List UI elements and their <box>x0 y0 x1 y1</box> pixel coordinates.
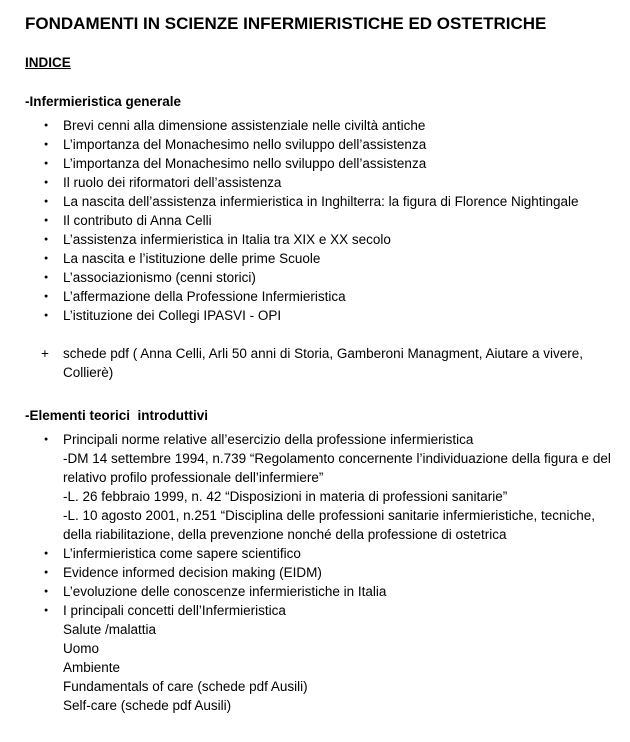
list-item-body <box>63 249 617 268</box>
list-item-body <box>63 430 617 544</box>
list-item-body <box>63 601 617 715</box>
list-item-text: L’evoluzione delle conoscenze infermieristiche in Italia <box>63 584 387 599</box>
list-item-body <box>63 192 617 211</box>
list-item-text: L’associazionismo (cenni storici) <box>63 270 256 285</box>
list-item <box>25 154 617 173</box>
bullet-marker-icon: ● <box>44 293 49 300</box>
list-item <box>25 116 617 135</box>
list-item-text: Principali norme relative all’esercizio della professione infermieristica <box>63 432 474 447</box>
bullet-marker-icon: ● <box>44 312 49 319</box>
bullet-marker-icon: ● <box>44 569 49 576</box>
bullet-marker-icon: ● <box>44 141 49 148</box>
bullet-marker-icon: ● <box>44 179 49 186</box>
list-item-text: L’affermazione della Professione Infermieristica <box>63 289 346 304</box>
list-item <box>25 249 617 268</box>
bullet-marker-icon: ● <box>44 436 49 443</box>
list-item-text: L’istituzione dei Collegi IPASVI - OPI <box>63 308 282 323</box>
list-item <box>25 430 617 544</box>
list-item-text: Evidence informed decision making (EIDM) <box>63 565 322 580</box>
list-item <box>25 230 617 249</box>
list-item-subline: Salute /malattia <box>63 622 157 637</box>
bullet-marker-icon: ● <box>44 122 49 129</box>
list-item <box>25 287 617 306</box>
list-item <box>25 211 617 230</box>
index-section <box>25 406 617 715</box>
list-item-text: L’assistenza infermieristica in Italia tra XIX e XX secolo <box>63 232 391 247</box>
section-heading: -Elementi teorici introduttivi <box>25 408 209 423</box>
section-item-list <box>25 116 617 382</box>
list-item-body <box>63 154 617 173</box>
sections-container <box>25 92 617 715</box>
list-item-body <box>63 230 617 249</box>
bullet-marker-icon: ● <box>44 255 49 262</box>
list-item <box>25 582 617 601</box>
list-item-body <box>63 173 617 192</box>
list-item-body <box>63 544 617 563</box>
index-section <box>25 92 617 382</box>
document-title: FONDAMENTI IN SCIENZE INFERMIERISTICHE ED OSTETRICHE <box>25 14 547 33</box>
list-item-body <box>63 287 617 306</box>
bullet-marker-icon: ● <box>44 160 49 167</box>
list-item-subline: Self-care (schede pdf Ausili) <box>63 698 232 713</box>
index-heading: INDICE <box>25 55 71 70</box>
list-item-text: Brevi cenni alla dimensione assistenziale nelle civiltà antiche <box>63 118 426 133</box>
list-item-body <box>63 306 617 325</box>
list-item <box>25 135 617 154</box>
list-item-text: Il contributo di Anna Celli <box>63 213 212 228</box>
bullet-marker-icon: ● <box>44 198 49 205</box>
list-item-body <box>63 135 617 154</box>
list-item-text: La nascita e l’istituzione delle prime Scuole <box>63 251 321 266</box>
list-item-text: La nascita dell’assistenza infermieristica in Inghilterra: la figura di Florence Nightingale <box>63 194 579 209</box>
list-item-body <box>63 582 617 601</box>
list-item-text: I principali concetti dell’Infermieristica <box>63 603 286 618</box>
section-heading: -Infermieristica generale <box>25 94 182 109</box>
list-item <box>25 344 617 382</box>
bullet-marker-icon: ● <box>44 607 49 614</box>
bullet-marker-icon: ● <box>44 588 49 595</box>
list-item-text: L’importanza del Monachesimo nello sviluppo dell’assistenza <box>63 137 427 152</box>
list-item-subline: -DM 14 settembre 1994, n.739 “Regolamento concernente l’individuazione della figura e del relativo profilo professionale dell’infermiere” <box>63 451 611 485</box>
list-item-body <box>63 268 617 287</box>
list-item-body <box>63 211 617 230</box>
list-item <box>25 306 617 325</box>
list-item-subline: Uomo <box>63 641 100 656</box>
list-item-body <box>63 116 617 135</box>
list-item-text: schede pdf ( Anna Celli, Arli 50 anni di Storia, Gamberoni Managment, Aiutare a vivere, Collierè) <box>63 346 584 380</box>
list-item <box>25 268 617 287</box>
bullet-marker-icon: ● <box>44 274 49 281</box>
list-item-subline: Ambiente <box>63 660 121 675</box>
list-item <box>25 563 617 582</box>
list-item <box>25 192 617 211</box>
list-item-body <box>63 344 617 382</box>
list-item-text: L’importanza del Monachesimo nello sviluppo dell’assistenza <box>63 156 427 171</box>
bullet-marker-icon: ● <box>44 550 49 557</box>
list-item-subline: -L. 26 febbraio 1999, n. 42 “Disposizioni in materia di professioni sanitarie” <box>63 489 508 504</box>
section-item-list <box>25 430 617 715</box>
list-item-body <box>63 563 617 582</box>
list-item-text: L’infermieristica come sapere scientifico <box>63 546 301 561</box>
list-item <box>25 544 617 563</box>
list-item-text: Il ruolo dei riformatori dell’assistenza <box>63 175 282 190</box>
plus-marker-icon: + <box>41 346 49 361</box>
list-item-subline: Fundamentals of care (schede pdf Ausili) <box>63 679 308 694</box>
list-item-subline: -L. 10 agosto 2001, n.251 “Disciplina delle professioni sanitarie infermieristiche, tecniche, della riabilitazione, della prevenzione nonché della professione di ostetrica <box>63 508 596 542</box>
list-item <box>25 173 617 192</box>
bullet-marker-icon: ● <box>44 217 49 224</box>
bullet-marker-icon: ● <box>44 236 49 243</box>
list-item <box>25 601 617 715</box>
